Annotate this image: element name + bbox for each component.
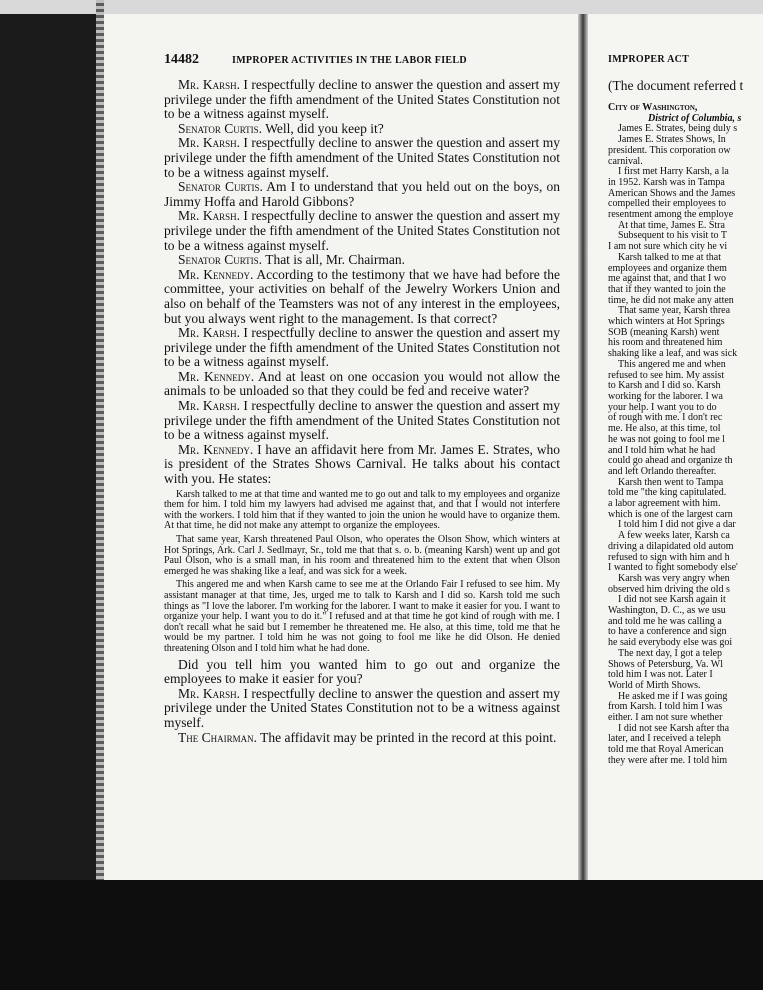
affidavit-line: resentment among the employe (608, 209, 734, 221)
speaker-name: Senator Curtis. (178, 179, 263, 195)
statement-text: And at least on one occasion you would not allow the animals to be unloaded so that they could be fed and receive water? (164, 368, 561, 399)
running-head-title: IMPROPER ACTIVITIES IN THE LABOR FIELD (232, 55, 467, 66)
affidavit-line: American Shows and the James (608, 187, 736, 199)
affidavit-line: SOB (meaning Karsh) went (608, 326, 720, 338)
affidavit-line: I told him I did not give a dar (618, 519, 736, 531)
statement-text: I respectfully decline to answer the question and assert my privilege under the fifth amendment of the United States Constitution not to be a witness against myself. (164, 135, 560, 180)
affidavit-line: World of Mirth Shows. (608, 679, 701, 691)
right-page (588, 14, 763, 880)
affidavit-district: District of Columbia, s (648, 112, 742, 124)
testimony-paragraph (164, 268, 560, 326)
affidavit-line: This angered me and when (618, 358, 726, 370)
affidavit-line: I first met Harry Karsh, a la (618, 166, 729, 178)
scan-top-edge (0, 0, 763, 14)
document-note: (The document referred t (608, 78, 744, 93)
statement-text: I respectfully decline to answer the question and assert my privilege under the fifth amendment of the United States Constitution not to be a witness against myself. (164, 208, 560, 253)
testimony-body (164, 78, 560, 745)
affidavit-line: The next day, I got a telep (618, 647, 723, 659)
speaker-name: Mr. Kennedy. (178, 368, 255, 384)
testimony-paragraph (164, 687, 560, 731)
affidavit-line: could go ahead and organize th (608, 455, 733, 467)
affidavit-line: employees and organize them (608, 262, 727, 274)
speaker-name: Mr. Karsh. (178, 208, 240, 224)
affidavit-line: refused to see him. My assist (608, 369, 725, 381)
statement-text: I respectfully decline to answer the question and assert my privilege under the United States Constitution not to be a witness against myself. (164, 685, 560, 730)
affidavit-line: that if they wanted to join the (608, 283, 726, 295)
affidavit-line: he was not going to fool me l (608, 433, 725, 445)
affidavit-line: told me that Royal American (608, 744, 724, 756)
affidavit-line: Shows of Petersburg, Va. Wl (608, 658, 723, 670)
testimony-paragraph (164, 658, 560, 687)
affidavit-line: to have a conference and sign (608, 626, 727, 638)
testimony-paragraph (164, 122, 560, 137)
affidavit-body (608, 78, 763, 767)
affidavit-line: carnival. (608, 155, 643, 167)
affidavit-line: A few weeks later, Karsh ca (618, 530, 730, 542)
affidavit-line: Karsh talked to me at that (618, 251, 722, 263)
statement-text: The affidavit may be printed in the record at this point. (257, 729, 557, 745)
affidavit-line: working for the laborer. I wa (608, 390, 723, 402)
affidavit-line: observed him driving the old s (608, 583, 730, 595)
testimony-paragraph (164, 136, 560, 180)
affidavit-quote-paragraph: Karsh talked to me at that time and wanted me to go out and talk to my employees and organize them for him. I told him my lawyers had advised me against that, and that I would not interfere with the workers. I told him that if they wanted to join the union he would have to organize them. At that time, he did not make any attempt to organize the employees. (164, 488, 560, 532)
book-gutter (578, 14, 588, 880)
affidavit-line: and told me he was calling a (608, 615, 722, 627)
statement-text: I have an affidavit here from Mr. James E. Strates, who is president of the Strates Shows Carnival. He talks about his contact with you. He states: (164, 441, 560, 487)
affidavit-line: James E. Strates Shows, In (618, 134, 726, 146)
affidavit-line: president. This corporation ow (608, 144, 731, 156)
testimony-paragraph (164, 370, 560, 399)
right-running-head: IMPROPER ACT (608, 54, 690, 65)
speaker-name: Mr. Kennedy. (178, 441, 254, 457)
running-head (164, 52, 564, 70)
speaker-name: Mr. Karsh. (178, 135, 240, 151)
affidavit-line: he said everybody else was goi (608, 637, 733, 649)
speaker-name: The Chairman. (178, 729, 257, 745)
affidavit-line: me against that, and that I wo (608, 273, 727, 285)
affidavit-line: time, he did not make any atten (608, 294, 734, 306)
affidavit-line: I am not sure which city he vi (608, 241, 728, 253)
affidavit-line: me. He also, at this time, tol (608, 423, 721, 435)
statement-text: Well, did you keep it? (262, 120, 384, 136)
affidavit-line: to Karsh and I did so. Karsh (608, 380, 721, 392)
affidavit-quote-paragraph: This angered me and when Karsh came to see me at the Orlando Fair I refused to see him. My assistant manager at that time, Jes, urged me to talk to Karsh and I did so. Karsh told me such things as "I love the laborer. I'm working for the laborer. I want to make it easier for you. I want to organize your help. I want you to do it." I refused and at that time he got kind of rough with me. I don't recall what he said but I remember he threatened me. He also, at this time, told me that he would be my partner. I told him he was not going to fool me like he did Olson. He denied threatening Olson and I told him what he had done. (164, 579, 560, 654)
affidavit-quote-paragraph: That same year, Karsh threatened Paul Olson, who operates the Olson Show, which winters at Hot Springs, Ark. Carl J. Sedlmayr, Sr., told me that that s. o. b. (meaning Karsh) went up and got Paul Olson, who is a small man, in his room and threatened him to the extent that when Olson emerged he was shaking like a leaf, and was sick for a week. (164, 534, 560, 577)
testimony-paragraph (164, 326, 560, 370)
statement-text: Am I to understand that you held out on the boys, on Jimmy Hoffa and Harold Gibbons? (164, 179, 561, 209)
testimony-paragraph (164, 180, 560, 209)
speaker-name: Mr. Karsh. (178, 325, 240, 341)
affidavit-line: driving a dilapidated old autom (608, 540, 734, 552)
speaker-name: Senator Curtis. (178, 120, 263, 136)
testimony-paragraph (164, 253, 560, 268)
affidavit-line: his room and threatened him (608, 337, 723, 349)
testimony-paragraph (164, 443, 560, 487)
testimony-paragraph (164, 78, 560, 122)
statement-text: That is all, Mr. Chairman. (262, 252, 406, 268)
affidavit-line: of rough with me. I don't rec (608, 412, 723, 424)
affidavit-line: Subsequent to his visit to T (618, 230, 727, 242)
affidavit-line: and left Orlando thereafter. (608, 465, 717, 477)
testimony-paragraph (164, 209, 560, 253)
speaker-name: Mr. Karsh. (178, 77, 240, 92)
statement-text: Did you tell him you wanted him to go out and organize the employees to make it easier for you? (164, 656, 560, 687)
statement-text: I respectfully decline to answer the question and assert my privilege under the fifth amendment of the United States Constitution not to be a witness against myself. (164, 77, 560, 122)
closing-paragraphs (164, 658, 560, 746)
affidavit-line: That same year, Karsh threa (618, 305, 731, 317)
testimony-paragraph (164, 731, 560, 746)
affidavit-line: shaking like a leaf, and was sick (608, 348, 738, 360)
affidavit-line: At that time, James E. Stra (618, 219, 725, 231)
affidavit-line: they were after me. I told him (608, 754, 728, 766)
affidavit-lines (608, 124, 763, 766)
affidavit-line: either. I am not sure whether (608, 712, 723, 724)
testimony-paragraph (164, 399, 560, 443)
affidavit-line: told me "the king capitulated. (608, 487, 727, 499)
statement-text: I respectfully decline to answer the question and assert my privilege under the fifth amendment of the United States Constitution not to be a witness against myself. (164, 325, 560, 370)
affidavit-line: compelled their employees to (608, 198, 727, 210)
affidavit-line: He asked me if I was going (618, 690, 728, 702)
affidavit-line: which is one of the largest carn (608, 508, 733, 520)
statement-text: According to the testimony that we have had before the committee, your activities on behalf of the Jewelry Workers Union and also on behalf of the Teamsters was not of any interest in the employees, but you always went right to the management. Is that correct? (164, 266, 560, 326)
speaker-name: Senator Curtis. (178, 252, 263, 268)
affidavit-line: a labor agreement with him. (608, 498, 721, 510)
affidavit-excerpt (164, 490, 560, 655)
scan-bottom-shadow (0, 880, 763, 990)
affidavit-line: I wanted to fight somebody else' (608, 562, 738, 574)
page-number: 14482 (164, 52, 199, 67)
affidavit-line: told him I was not. Later I (608, 669, 713, 681)
testimony-paragraphs (164, 78, 560, 487)
affidavit-line: I did not see Karsh again it (618, 594, 726, 606)
scanned-page-edge (96, 0, 104, 990)
affidavit-city: City of Washington, (608, 102, 698, 113)
statement-text: I respectfully decline to answer the question and assert my privilege under the fifth amendment of the United States Constitution not to be a witness against myself. (164, 398, 560, 443)
affidavit-line: Washington, D. C., as we usu (608, 605, 726, 617)
affidavit-line: James E. Strates, being duly s (618, 123, 738, 135)
affidavit-line: from Karsh. I told him I was (608, 701, 723, 713)
affidavit-line: refused to sign with him and h (608, 551, 730, 563)
affidavit-line: your help. I want you to do (608, 401, 717, 413)
affidavit-line: and I told him what he had (608, 444, 716, 456)
affidavit-line: Karsh then went to Tampa (618, 476, 724, 488)
speaker-name: Mr. Karsh. (178, 398, 240, 414)
affidavit-line: Karsh was very angry when (618, 572, 730, 584)
speaker-name: Mr. Kennedy. (178, 266, 254, 282)
affidavit-line: which winters at Hot Springs (608, 316, 725, 328)
left-page (104, 14, 578, 880)
affidavit-line: in 1952. Karsh was in Tampa (608, 176, 725, 188)
affidavit-line: I did not see Karsh after tha (618, 722, 730, 734)
speaker-name: Mr. Karsh. (178, 685, 240, 701)
affidavit-line: later, and I received a teleph (608, 733, 721, 745)
